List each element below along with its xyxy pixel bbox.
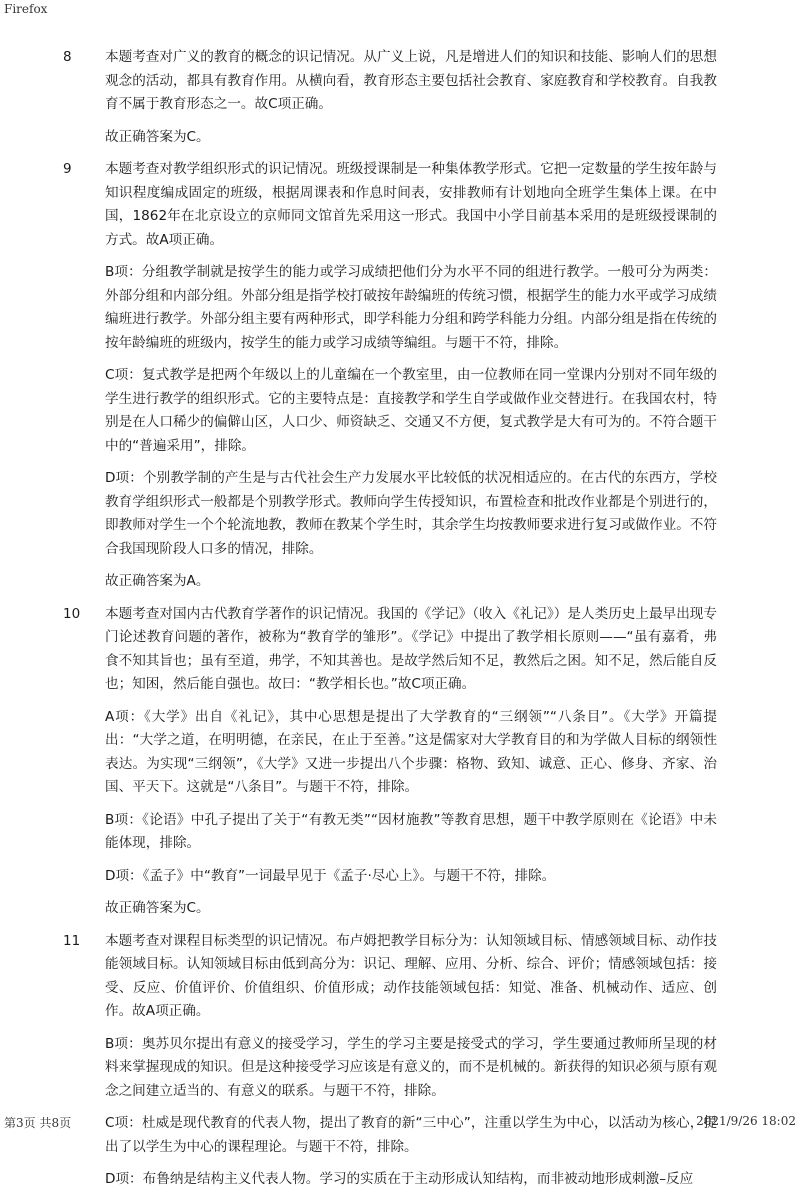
explanation-paragraph: A项：《大学》出自《礼记》，其中心思想是提出了大学教育的“三纲领”“八条目”。《大学》开篇提出：“大学之道，在明明德，在亲民，在止于至善。”这是儒家对大学教育目的和为学做人目标的纲领性表达。为实现“三纲领”，《大学》又进一步提出八个步骤：格物、致知、诚意、正心、修身、齐家、治国、平天下。这就是“八条目”。与题干不符，排除。 xyxy=(105,708,717,795)
question-block xyxy=(0,158,800,594)
browser-title: Firefox xyxy=(4,2,48,16)
answer-line: 故正确答案为A。 xyxy=(105,573,210,589)
explanation-paragraph: C项：复式教学是把两个年级以上的儿童编在一个教室里，由一位教师在同一堂课内分别对不同年级的学生进行教学的组织形式。它的主要特点是：直接教学和学生自学或做作业交替进行。在我国农村，特别是在人口稀少的偏僻山区，人口少、师资缺乏、交通又不方便，复式教学是大有可为的。不符合题干中的“普遍采用”，排除。 xyxy=(105,367,717,454)
explanation-paragraph: B项：奥苏贝尔提出有意义的接受学习，学生的学习主要是接受式的学习，学生要通过教师所呈现的材料来掌握现成的知识。但是这种接受学习应该是有意义的，而不是机械的。新获得的知识必须与原有观念之间建立适当的、有意义的联系。与题干不符，排除。 xyxy=(105,1035,717,1099)
explanation-paragraph: B项：《论语》中孔子提出了关于“有教无类”“因材施教”等教育思想，题干中教学原则在《论语》中未能体现，排除。 xyxy=(105,811,717,851)
question-number: 8 xyxy=(63,49,72,65)
question-block xyxy=(0,46,800,149)
explanation-paragraph: 本题考查对广义的教育的概念的识记情况。从广义上说，凡是增进人们的知识和技能、影响人们的思想观念的活动，都具有教育作用。从横向看，教育形态主要包括社会教育、家庭教育和学校教育。自我教育不属于教育形态之一。故C项正确。 xyxy=(105,49,717,112)
answer-line: 故正确答案为C。 xyxy=(105,128,210,145)
answer-line: 故正确答案为C。 xyxy=(105,900,210,916)
page-content xyxy=(0,46,800,1201)
explanation-paragraph: 本题考查对国内古代教育学著作的识记情况。我国的《学记》（收入《礼记》）是人类历史上最早出现专门论述教育问题的著作，被称为“教育学的雏形”。《学记》中提出了教学相长原则——“虽有嘉肴，弗食不知其旨也；虽有至道，弗学，不知其善也。是故学然后知不足，教然后之困。知不足，然后能自反也；知困，然后能自强也。故曰：“教学相长也。”故C项正确。 xyxy=(105,605,717,692)
page-number: 第3页 共8页 xyxy=(4,1116,72,1130)
explanation-paragraph: C项：杜威是现代教育的代表人物，提出了教育的新“三中心”，注重以学生为中心，以活动为核心，提出了以学生为中心的课程理论。与题干不符，排除。 xyxy=(105,1115,717,1155)
question-block xyxy=(0,603,800,921)
question-block xyxy=(0,930,800,1192)
explanation-paragraph: 本题考查对课程目标类型的识记情况。布卢姆把教学目标分为：认知领域目标、情感领域目标、动作技能领域目标。认知领域目标由低到高分为：识记、理解、应用、分析、综合、评价；情感领域包括：接受、反应、价值评价、价值组织、价值形成；动作技能领域包括：知觉、准备、机械动作、适应、创作。故A项正确。 xyxy=(105,932,717,1019)
explanation-paragraph: D项：个别教学制的产生是与古代社会生产力发展水平比较低的状况相适应的。在古代的东西方，学校教育学组织形式一般都是个别教学形式。教师向学生传授知识，布置检查和批改作业都是个别进行的，即教师对学生一个个轮流地教，教师在教某个学生时，其余学生均按教师要求进行复习或做作业。不符合我国现阶段人口多的情况，排除。 xyxy=(105,470,717,557)
question-number: 11 xyxy=(63,932,81,949)
print-timestamp: 2021/9/26 18:02 xyxy=(696,1114,796,1128)
question-number: 9 xyxy=(63,161,72,177)
explanation-paragraph: D项：布鲁纳是结构主义代表人物。学习的实质在于主动形成认知结构，而非被动地形成刺激–反应 xyxy=(105,1171,694,1187)
explanation-paragraph: D项：《孟子》中“教育”一词最早见于《孟子·尽心上》。与题干不符，排除。 xyxy=(105,867,556,884)
explanation-paragraph: 本题考查对教学组织形式的识记情况。班级授课制是一种集体教学形式。它把一定数量的学生按年龄与知识程度编成固定的班级，根据周课表和作息时间表，安排教师有计划地向全班学生集体上课。在中国，1862年在北京设立的京师同文馆首先采用这一形式。我国中小学目前基本采用的是班级授课制的方式。故A项正确。 xyxy=(105,161,717,248)
explanation-paragraph: B项：分组教学制就是按学生的能力或学习成绩把他们分为水平不同的组进行教学。一般可分为两类：外部分组和内部分组。外部分组是指学校打破按年龄编班的传统习惯，根据学生的能力水平或学习成绩编班进行教学。外部分组主要有两种形式，即学科能力分组和跨学科能力分组。内部分组是指在传统的按年龄编班的班级内，按学生的能力或学习成绩等编组。与题干不符，排除。 xyxy=(105,264,717,351)
question-number: 10 xyxy=(63,605,81,622)
